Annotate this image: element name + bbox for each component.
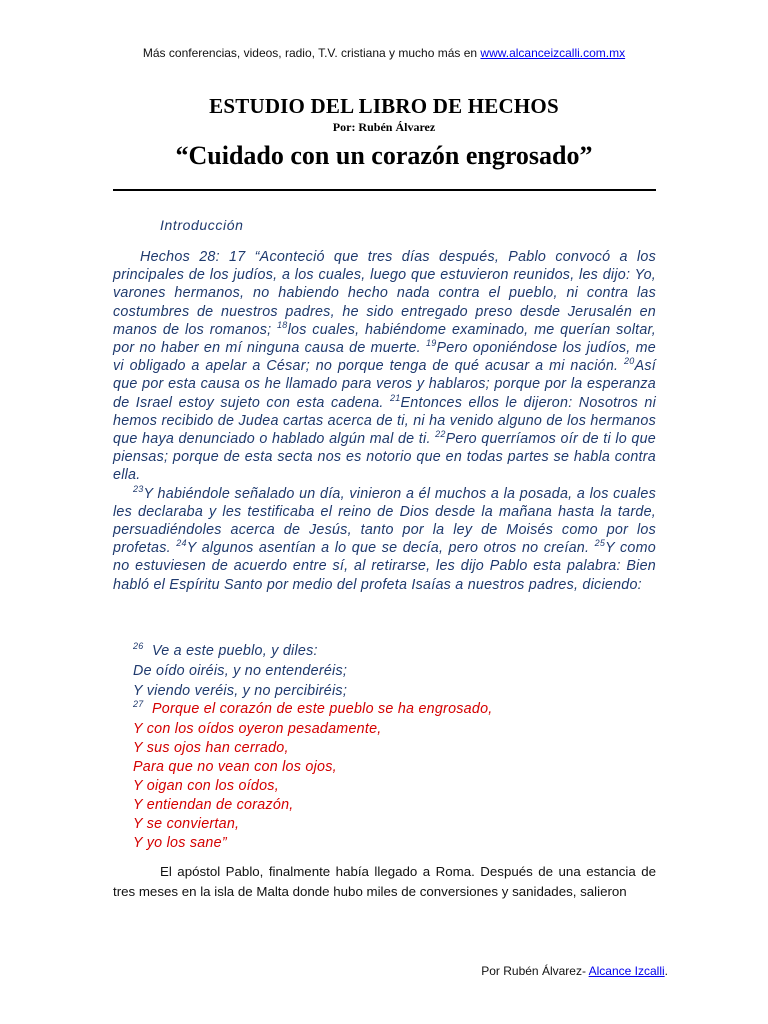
verse-line: Y con los oídos oyeron pesadamente, <box>133 721 382 737</box>
verse-line: Para que no vean con los ojos, <box>133 759 337 775</box>
verse-number: 21 <box>390 392 401 403</box>
scripture-passage <box>113 248 656 594</box>
verse-line: De oído oiréis, y no entenderéis; <box>133 663 348 679</box>
verse-number: 24 <box>176 538 187 549</box>
document-title: ESTUDIO DEL LIBRO DE HECHOS <box>209 94 559 118</box>
title-divider <box>113 189 656 191</box>
scripture-paragraph-1 <box>113 248 656 485</box>
footer-end: . <box>664 964 668 978</box>
scripture-text: Pero querríamos oír de ti lo que piensas; porque de esta secta nos es notorio que en todas partes se habla contra ella. <box>113 431 656 484</box>
verse-line <box>133 700 493 718</box>
scripture-text: Entonces ellos le dijeron: Nosotros ni hemos recibido de Judea cartas acerca de ti, ni ha venido alguno de los hermanos que haya denunciado o hablado algún mal de ti. <box>113 394 656 448</box>
verse-line <box>133 642 318 660</box>
scripture-text: Así que por esta causa os he llamado para veros y hablaros; porque por la esperanza de Israel estoy sujeto con esta cadena. <box>113 358 656 411</box>
header-note-text: Más conferencias, videos, radio, T.V. cristiana y mucho más en <box>142 46 478 60</box>
verse-number: 20 <box>624 356 635 367</box>
scripture-text: Y algunos asentían a lo que se decía, pero otros no creían. <box>186 540 590 557</box>
verse-line-text: Porque el corazón de este pueblo se ha engrosado, <box>151 701 493 717</box>
scripture-paragraph-2 <box>113 485 656 594</box>
title-block <box>0 94 768 171</box>
document-author: Por: Rubén Álvarez <box>332 120 436 134</box>
document-subtitle: “Cuidado con un corazón engrosado” <box>175 141 593 170</box>
footer-link[interactable]: Alcance Izcalli <box>588 964 665 978</box>
verse-number: 25 <box>594 538 606 549</box>
verse-line: Y viendo veréis, y no percibiréis; <box>133 683 348 699</box>
intro-heading: Introducción <box>160 217 244 233</box>
body-paragraph: El apóstol Pablo, finalmente había llegado a Roma. Después de una estancia de tres meses en la isla de Malta donde hubo miles de conversiones y sanidades, salieron <box>113 864 656 899</box>
verse-line: Y se conviertan, <box>133 816 240 832</box>
website-link[interactable]: www.alcanceizcalli.com.mx <box>480 46 626 60</box>
scripture-text: Hechos 28: 17 “Aconteció que tres días después, Pablo convocó a los principales de los judíos, a los cuales, luego que estuvieron reunidos, les dijo: Yo, varones hermanos, no habiendo hecho nada contra el pueblo, ni contra las costumbres de nuestros padres, he sido entregado preso desde Jerusalén en manos de los romanos; <box>113 249 656 338</box>
verse-number: 22 <box>435 429 446 440</box>
verse-number: 26 <box>133 641 144 652</box>
header-note <box>0 46 768 60</box>
verse-number: 19 <box>425 338 437 349</box>
verse-number: 18 <box>277 320 288 331</box>
verse-line: Y sus ojos han cerrado, <box>133 740 289 756</box>
page-footer <box>481 964 668 978</box>
scripture-text: Pero oponiéndose los judíos, me vi obligado a apelar a César; no porque tenga de qué acusar a mi nación. <box>113 340 656 375</box>
scripture-text: Y como no estuviesen de acuerdo entre sí, al retirarse, les dijo Pablo esta palabra: Bien habló el Espíritu Santo por medio del profeta Isaías a nuestros padres, diciendo: <box>113 540 656 593</box>
verse-line: Y oigan con los oídos, <box>133 778 279 794</box>
verse-line: Y yo los sane” <box>133 835 227 851</box>
scripture-text: Y habiéndole señalado un día, vinieron a él muchos a la posada, a los cuales les declaraba y les testificaba el reino de Dios desde la mañana hasta la tarde, persuadiéndoles acerca de Jesús, tanto por la ley de Moisés como por los profetas. <box>113 485 656 557</box>
verse-line-text: Ve a este pueblo, y diles: <box>151 643 318 659</box>
footer-text: Por Rubén Álvarez- <box>481 964 586 978</box>
scripture-text: los cuales, habiéndome examinado, me querían soltar, por no haber en mí ninguna causa de muerte. <box>113 321 656 357</box>
verse-line: Y entiendan de corazón, <box>133 797 294 813</box>
verse-number: 27 <box>133 699 144 710</box>
body-text <box>113 862 656 902</box>
verse-number: 23 <box>133 483 144 494</box>
